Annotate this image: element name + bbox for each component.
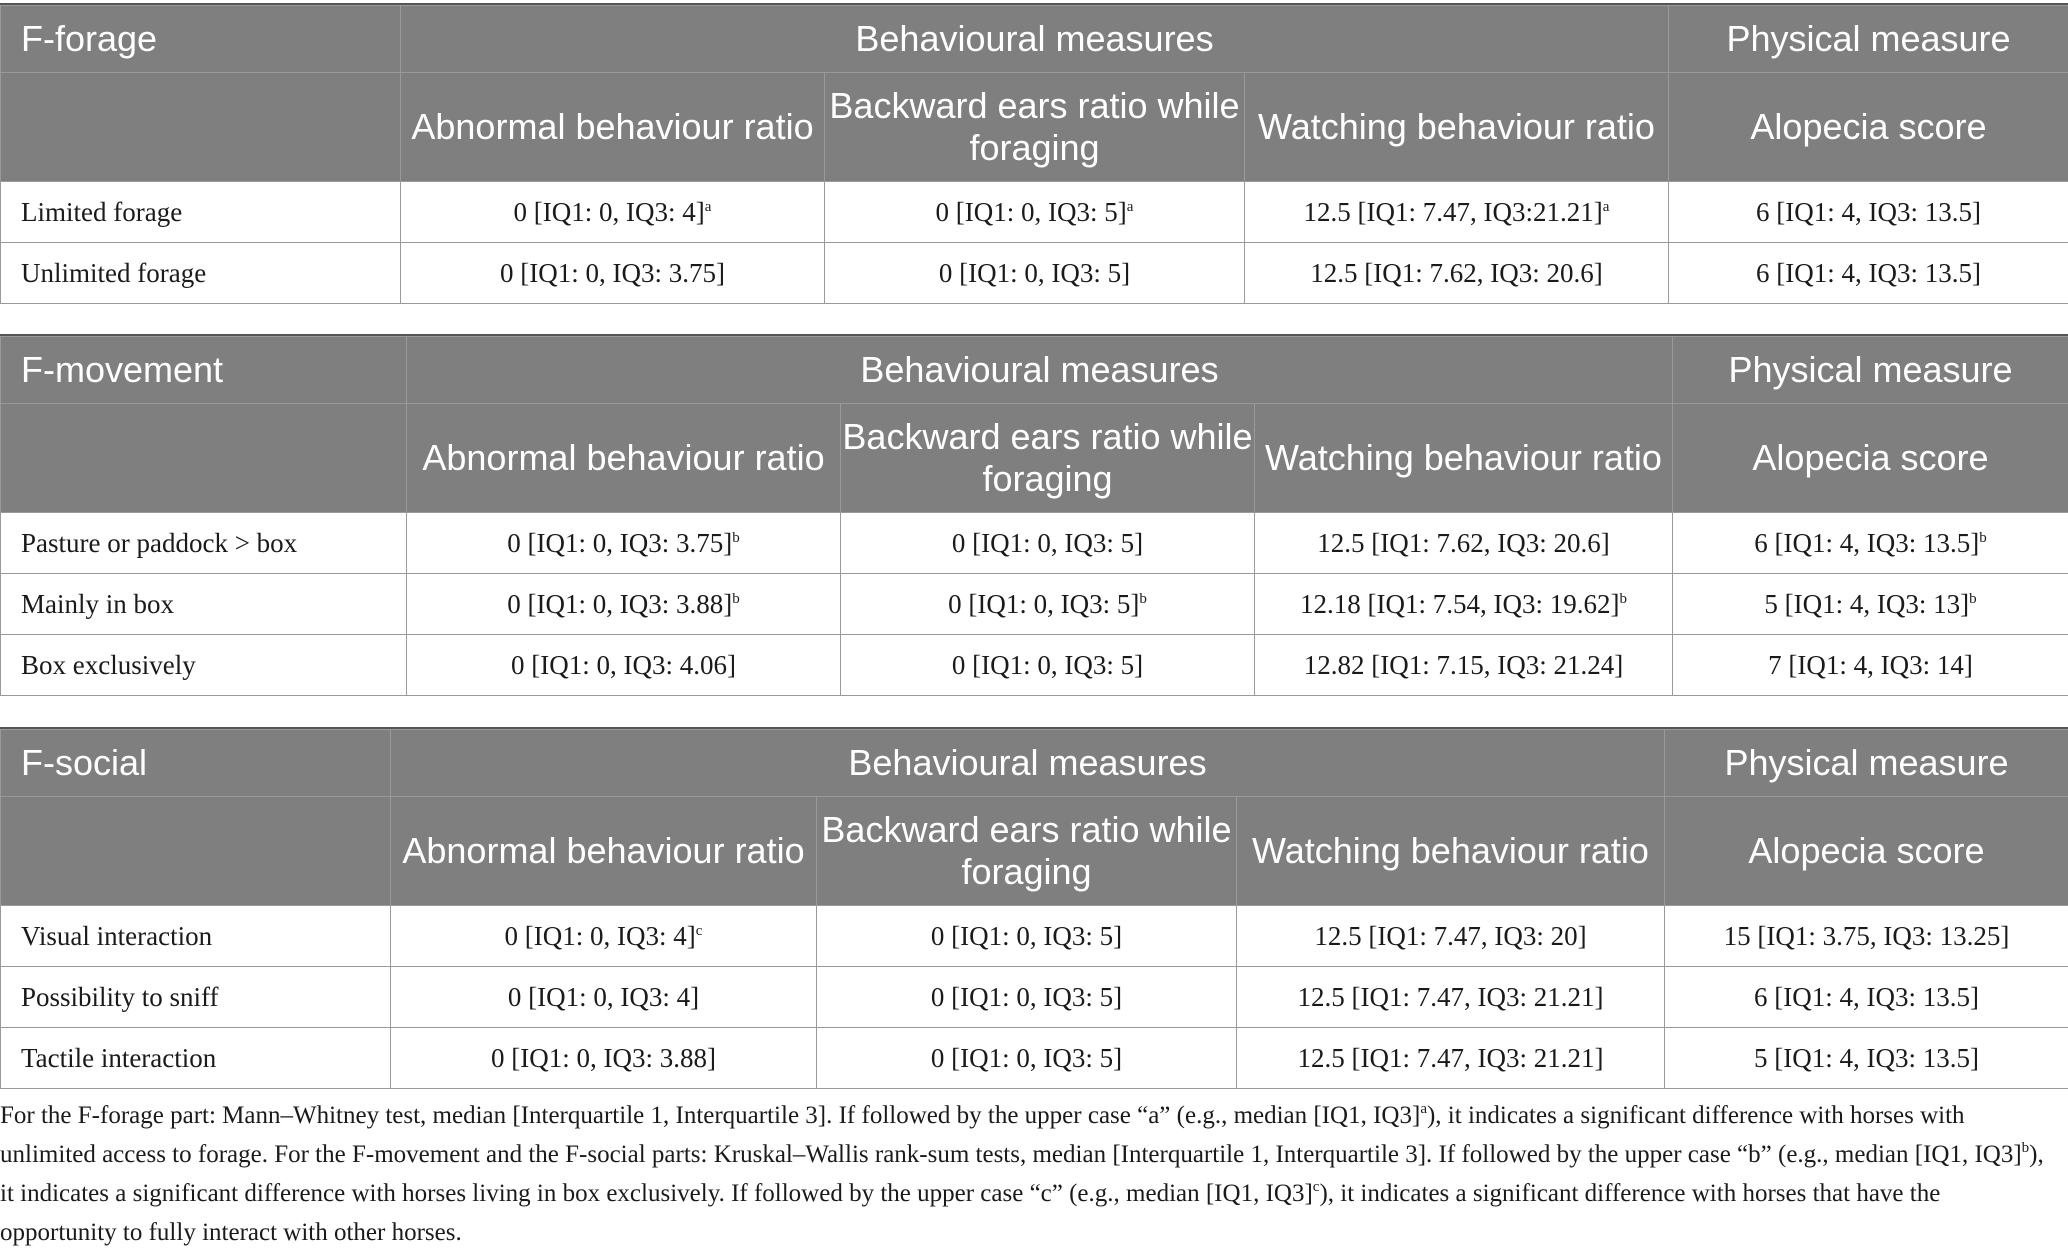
- data-cell: 6 [IQ1: 4, IQ3: 13.5]: [1665, 967, 2068, 1028]
- data-cell: 0 [IQ1: 0, IQ3: 5]: [817, 1028, 1237, 1089]
- table-row: [1, 182, 2068, 243]
- column-header: Abnormal behaviour ratio: [391, 797, 817, 906]
- data-cell: 6 [IQ1: 4, IQ3: 13.5]: [1669, 243, 2068, 304]
- data-cell: 0 [IQ1: 0, IQ3: 5]$^b$: [841, 574, 1255, 635]
- behavioural-group-header: Behavioural measures: [401, 6, 1669, 73]
- data-cell: 6 [IQ1: 4, IQ3: 13.5]$^b$: [1673, 513, 2068, 574]
- data-cell: 6 [IQ1: 4, IQ3: 13.5]: [1669, 182, 2068, 243]
- table-row: [1, 967, 2068, 1028]
- data-cell: 5 [IQ1: 4, IQ3: 13]$^b$: [1673, 574, 2068, 635]
- data-cell: 15 [IQ1: 3.75, IQ3: 13.25]: [1665, 906, 2068, 967]
- data-cell: 0 [IQ1: 0, IQ3: 3.88]: [391, 1028, 817, 1089]
- data-cell: 0 [IQ1: 0, IQ3: 4.06]: [407, 635, 841, 696]
- data-cell: 12.5 [IQ1: 7.47, IQ3: 20]: [1237, 906, 1665, 967]
- data-cell: 0 [IQ1: 0, IQ3: 4]$^c$: [391, 906, 817, 967]
- row-label: Limited forage: [1, 182, 401, 243]
- table-title: F-movement: [1, 337, 407, 404]
- data-cell: 0 [IQ1: 0, IQ3: 5]$^a$: [825, 182, 1245, 243]
- table-title: F-social: [1, 730, 391, 797]
- column-header: Alopecia score: [1665, 797, 2068, 906]
- column-header: Watching behaviour ratio: [1255, 404, 1673, 513]
- forage-table: [0, 5, 2068, 304]
- row-label: Pasture or paddock > box: [1, 513, 407, 574]
- data-cell: 0 [IQ1: 0, IQ3: 5]: [825, 243, 1245, 304]
- table-row: [1, 513, 2068, 574]
- data-cell: 0 [IQ1: 0, IQ3: 3.88]$^b$: [407, 574, 841, 635]
- column-header: Watching behaviour ratio: [1237, 797, 1665, 906]
- table-row: [1, 635, 2068, 696]
- behavioural-group-header: Behavioural measures: [407, 337, 1673, 404]
- data-cell: 0 [IQ1: 0, IQ3: 4]: [391, 967, 817, 1028]
- row-label: Box exclusively: [1, 635, 407, 696]
- row-label: Tactile interaction: [1, 1028, 391, 1089]
- data-cell: 0 [IQ1: 0, IQ3: 5]: [817, 967, 1237, 1028]
- empty-header-cell: [1, 404, 407, 513]
- column-header: Watching behaviour ratio: [1245, 73, 1669, 182]
- row-label: Unlimited forage: [1, 243, 401, 304]
- column-header: Backward ears ratio while foraging: [817, 797, 1237, 906]
- column-header: Backward ears ratio while foraging: [841, 404, 1255, 513]
- data-cell: 0 [IQ1: 0, IQ3: 5]: [841, 635, 1255, 696]
- movement-table: [0, 336, 2068, 696]
- column-header: Backward ears ratio while foraging: [825, 73, 1245, 182]
- column-header: Alopecia score: [1673, 404, 2068, 513]
- data-cell: 0 [IQ1: 0, IQ3: 3.75]: [401, 243, 825, 304]
- data-cell: 0 [IQ1: 0, IQ3: 3.75]$^b$: [407, 513, 841, 574]
- row-label: Possibility to sniff: [1, 967, 391, 1028]
- column-header: Abnormal behaviour ratio: [407, 404, 841, 513]
- table-row: [1, 1028, 2068, 1089]
- data-cell: 5 [IQ1: 4, IQ3: 13.5]: [1665, 1028, 2068, 1089]
- column-header: Abnormal behaviour ratio: [401, 73, 825, 182]
- data-cell: 12.18 [IQ1: 7.54, IQ3: 19.62]$^b$: [1255, 574, 1673, 635]
- table-title: F-forage: [1, 6, 401, 73]
- data-cell: 0 [IQ1: 0, IQ3: 5]: [817, 906, 1237, 967]
- data-cell: 12.5 [IQ1: 7.47, IQ3: 21.21]: [1237, 1028, 1665, 1089]
- column-header: Alopecia score: [1669, 73, 2068, 182]
- physical-group-header: Physical measure: [1673, 337, 2068, 404]
- data-cell: 12.5 [IQ1: 7.62, IQ3: 20.6]: [1255, 513, 1673, 574]
- data-cell: 12.5 [IQ1: 7.47, IQ3: 21.21]: [1237, 967, 1665, 1028]
- empty-header-cell: [1, 73, 401, 182]
- data-cell: 12.5 [IQ1: 7.47, IQ3:21.21]$^a$: [1245, 182, 1669, 243]
- data-cell: 12.5 [IQ1: 7.62, IQ3: 20.6]: [1245, 243, 1669, 304]
- row-label: Visual interaction: [1, 906, 391, 967]
- physical-group-header: Physical measure: [1665, 730, 2068, 797]
- table-row: [1, 906, 2068, 967]
- social-table: [0, 729, 2068, 1089]
- table-row: [1, 243, 2068, 304]
- data-cell: 12.82 [IQ1: 7.15, IQ3: 21.24]: [1255, 635, 1673, 696]
- table-row: [1, 574, 2068, 635]
- row-label: Mainly in box: [1, 574, 407, 635]
- table-footnote: For the F-forage part: Mann–Whitney test, median [Interquartile 1, Interquartile 3]. If followed by the upper case “a” (e.g., median [IQ1, IQ3]$^a$), it indicates a significant difference with horses with unlimited access to forage. For the F-movement and the F-social parts: Kruskal–Wallis rank-sum tests, median [Interquartile 1, Interquartile 3]. If followed by the upper case “b” (e.g., median [IQ1, IQ3]$^b$), it indicates a significant difference with horses living in box exclusively. If followed by the upper case “c” (e.g., median [IQ1, IQ3]$^c$), it indicates a significant difference with horses that have the opportunity to fully interact with other horses.: [0, 1101, 2044, 1246]
- empty-header-cell: [1, 797, 391, 906]
- physical-group-header: Physical measure: [1669, 6, 2068, 73]
- data-cell: 0 [IQ1: 0, IQ3: 5]: [841, 513, 1255, 574]
- data-cell: 7 [IQ1: 4, IQ3: 14]: [1673, 635, 2068, 696]
- data-cell: 0 [IQ1: 0, IQ3: 4]$^a$: [401, 182, 825, 243]
- behavioural-group-header: Behavioural measures: [391, 730, 1665, 797]
